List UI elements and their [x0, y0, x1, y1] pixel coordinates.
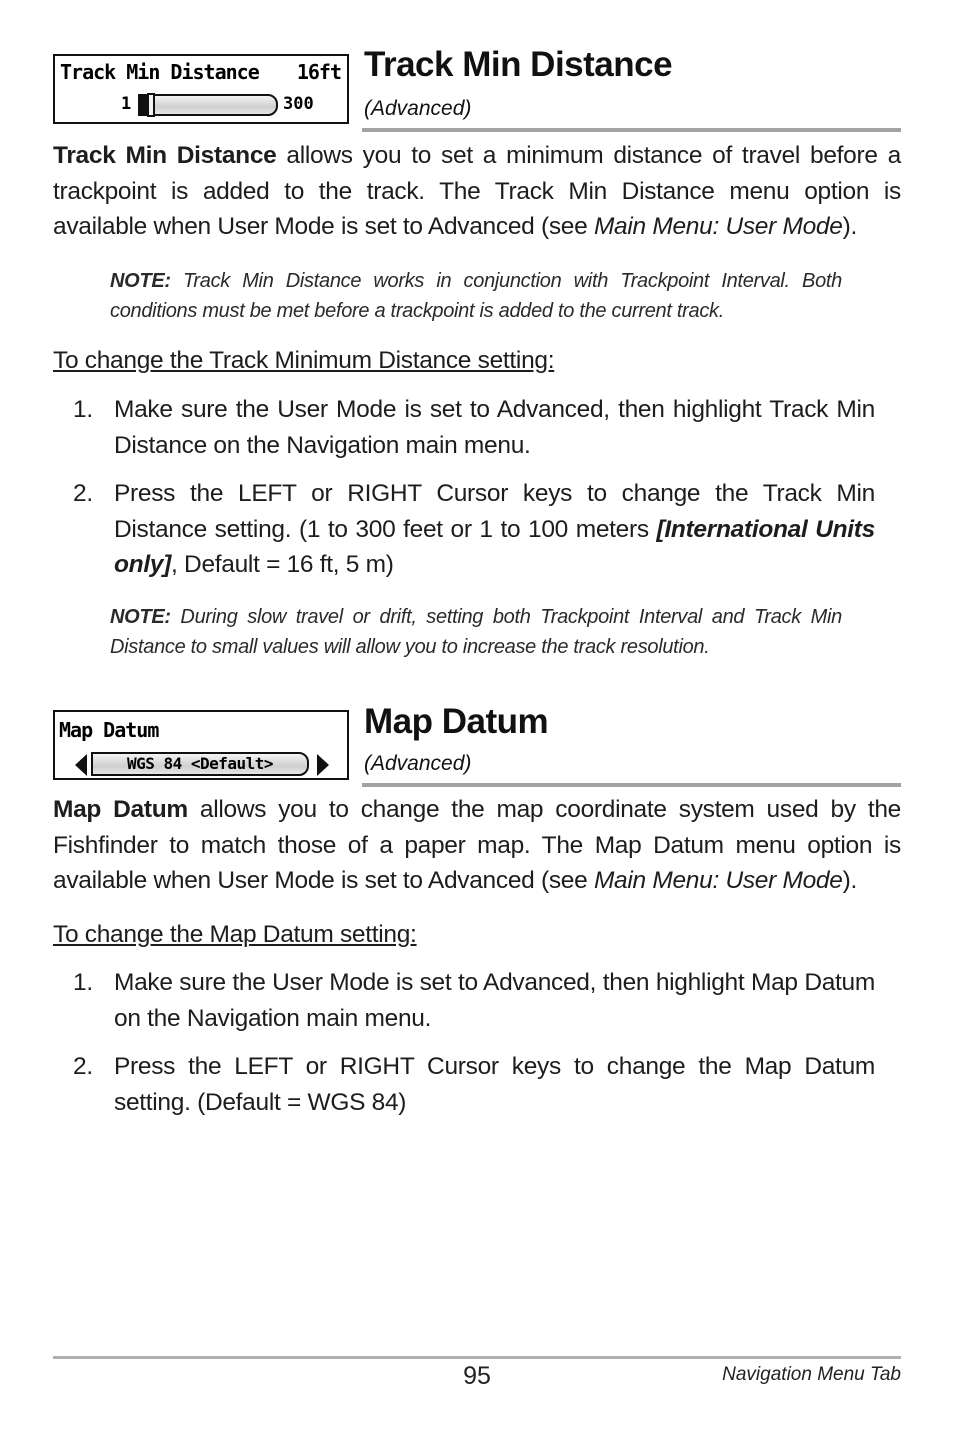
datum-value-box: WGS 84 <Default>: [91, 752, 309, 776]
intro-text: allows you to set a minimum distance of travel before a trackpoint is added to the track. The Track Min Distance menu option is available when User Mode is set to Advanced (see: [53, 142, 901, 240]
left-arrow-icon: [75, 754, 87, 776]
widget-label: Map Datum: [59, 718, 159, 742]
section-title-map-datum: Map Datum: [364, 702, 549, 741]
section-subtitle: (Advanced): [364, 97, 472, 120]
step-number: 2.: [73, 1053, 93, 1080]
cross-reference: [International Units only]: [114, 515, 875, 578]
step-number: 2.: [73, 480, 93, 507]
page-number: 95: [463, 1362, 491, 1390]
step-text: Make sure the User Mode is set to Advanced, then highlight Track Min Distance on the Navigation main menu.: [114, 396, 875, 459]
intro-paragraph: [53, 138, 901, 245]
procedure-heading: To change the Track Minimum Distance setting:: [53, 347, 555, 374]
procedure-heading: To change the Map Datum setting:: [53, 921, 417, 948]
cross-reference: Main Menu: User Mode: [593, 867, 843, 894]
track-min-distance-menu-widget: [53, 54, 349, 124]
step-text: [114, 476, 875, 583]
step-number: 1.: [73, 396, 93, 423]
note-label: NOTE:: [110, 270, 171, 292]
slider-thumb: [147, 93, 155, 117]
step-text-part: Press the LEFT or RIGHT Cursor keys to change the Track Min Distance setting. (1 to 300 feet or 1 to 100 meters: [114, 480, 875, 543]
section-rule: [362, 128, 901, 132]
intro-text: allows you to change the map coordinate system used by the Fishfinder to match those of a paper map. The Map Datum menu option is available when User Mode is set to Advanced (see: [53, 796, 901, 894]
step-number: 1.: [73, 969, 93, 996]
footer-section-title: Navigation Menu Tab: [722, 1364, 901, 1385]
widget-value: 16ft: [296, 60, 341, 84]
procedure-step: [73, 1049, 875, 1120]
note-text: During slow travel or drift, setting both Trackpoint Interval and Track Min Distance to small values will allow you to increase the track resolution.: [110, 606, 842, 658]
note: [110, 602, 842, 662]
section-rule: [362, 783, 901, 787]
widget-label: Track Min Distance: [60, 60, 259, 84]
footer-rule: [53, 1356, 901, 1359]
procedure-step: [73, 965, 875, 1036]
slider-fill: [140, 96, 147, 114]
section-title-track-min-distance: Track Min Distance: [364, 45, 673, 84]
procedure-step: [73, 476, 875, 583]
note-label: NOTE:: [110, 606, 171, 628]
right-arrow-icon: [317, 754, 329, 776]
slider-max-label: 300: [283, 94, 314, 114]
slider-min-label: 1: [121, 94, 132, 114]
note: [110, 266, 842, 326]
note-text: Track Min Distance works in conjunction with Trackpoint Interval. Both conditions must be met before a trackpoint is added to the current track.: [110, 270, 842, 322]
section-subtitle: (Advanced): [364, 752, 472, 775]
term: Map Datum: [53, 796, 188, 823]
intro-paragraph: [53, 792, 901, 899]
step-text: Press the LEFT or RIGHT Cursor keys to change the Map Datum setting. (Default = WGS 84): [114, 1053, 875, 1116]
intro-text-end: ).: [842, 213, 857, 240]
map-datum-menu-widget: [53, 710, 349, 780]
intro-text-end: ).: [842, 867, 857, 894]
procedure-step: [73, 392, 875, 463]
step-text: Make sure the User Mode is set to Advanced, then highlight Map Datum on the Navigation main menu.: [114, 969, 875, 1032]
step-text-end: , Default = 16 ft, 5 m): [171, 551, 394, 578]
distance-slider: [138, 94, 278, 116]
term: Track Min Distance: [53, 142, 277, 169]
cross-reference: Main Menu: User Mode: [593, 213, 843, 240]
